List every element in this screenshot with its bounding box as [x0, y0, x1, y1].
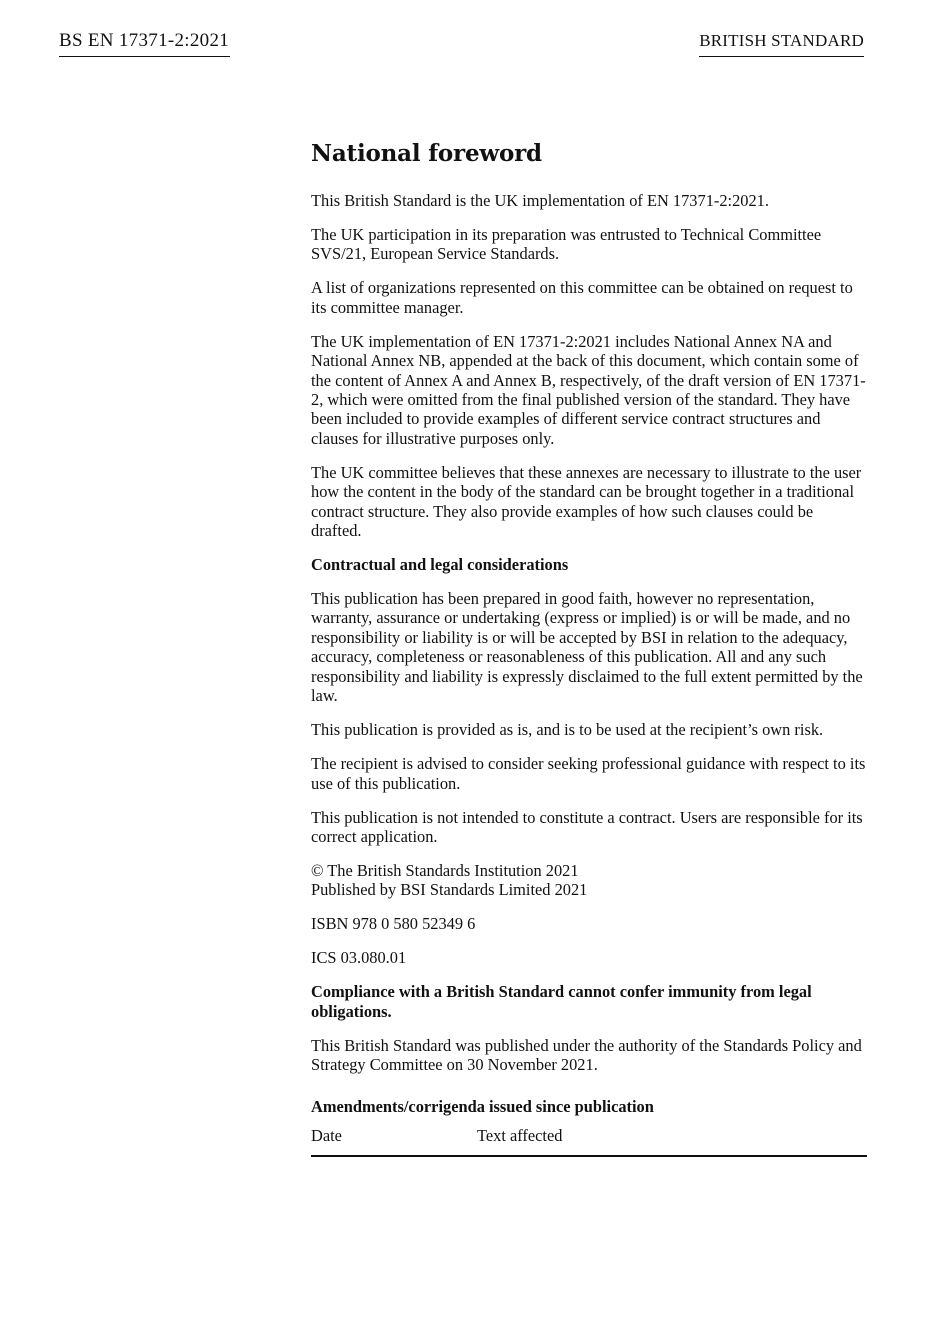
paragraph-organizations: A list of organizations represented on this committee can be obtained on request to its committee manager. — [311, 278, 853, 317]
paragraph-authority: This British Standard was published under the authority of the Standards Policy and Strategy Committee on 30 November 2021. — [311, 1035, 862, 1075]
paragraph-committee: The UK participation in its preparation was entrusted to Technical Committee SVS/21, European Service Standards. — [311, 225, 822, 264]
amendments-column-text-affected: Text affected — [477, 1125, 563, 1145]
foreword-content — [311, 138, 867, 1157]
page-title: National foreword — [311, 140, 542, 167]
paragraph-good-faith: This publication has been prepared in good faith, however no representation, warranty, assurance or undertaking (express or implied) is or will be made, and no responsibility or liability is or will be accepted by BSI in relation to the adequacy, accuracy, completeness or reasonableness of this publication. All and any such responsibility and liability is expressly disclaimed to the full extent permitted by the law. — [311, 589, 863, 706]
paragraph-guidance: The recipient is advised to consider seeking professional guidance with respect to its use of this publication. — [311, 754, 866, 793]
header-series-label: BRITISH STANDARD — [699, 31, 864, 57]
paragraph-as-is: This publication is provided as is, and is to be used at the recipient’s own risk. — [311, 720, 824, 740]
legal-heading: Contractual and legal considerations — [311, 555, 569, 575]
amendments-table — [311, 1126, 867, 1157]
copyright-block — [311, 861, 867, 900]
publisher-line: Published by BSI Standards Limited 2021 — [311, 880, 588, 900]
amendments-heading: Amendments/corrigenda issued since publication — [311, 1096, 654, 1116]
paragraph-annex-purpose: The UK committee believes that these annexes are necessary to illustrate to the user how the content in the body of the standard can be brought together in a traditional contract structure. They also provide examples of how such clauses could be drafted. — [311, 462, 862, 541]
paragraph-national-annexes: The UK implementation of EN 17371-2:2021 includes National Annex NA and National Annex NB, appended at the back of this document, which contain some of the content of Annex A and Annex B, respectively, of the draft version of EN 17371-2, which were omitted from the final published version of the standard. They have been included to provide examples of different service contract structures and clauses for illustrative purposes only. — [311, 331, 866, 448]
compliance-statement: Compliance with a British Standard cannot confer immunity from legal obligations. — [311, 982, 812, 1021]
ics: ICS 03.080.01 — [311, 948, 407, 968]
amendments-column-date: Date — [311, 1125, 342, 1145]
header-document-id: BS EN 17371-2:2021 — [59, 30, 230, 57]
isbn: ISBN 978 0 580 52349 6 — [311, 914, 476, 934]
copyright-line: © The British Standards Institution 2021 — [311, 860, 579, 880]
paragraph-not-contract: This publication is not intended to constitute a contract. Users are responsible for its correct application. — [311, 807, 863, 846]
paragraph-implementation: This British Standard is the UK implementation of EN 17371-2:2021. — [311, 191, 769, 210]
